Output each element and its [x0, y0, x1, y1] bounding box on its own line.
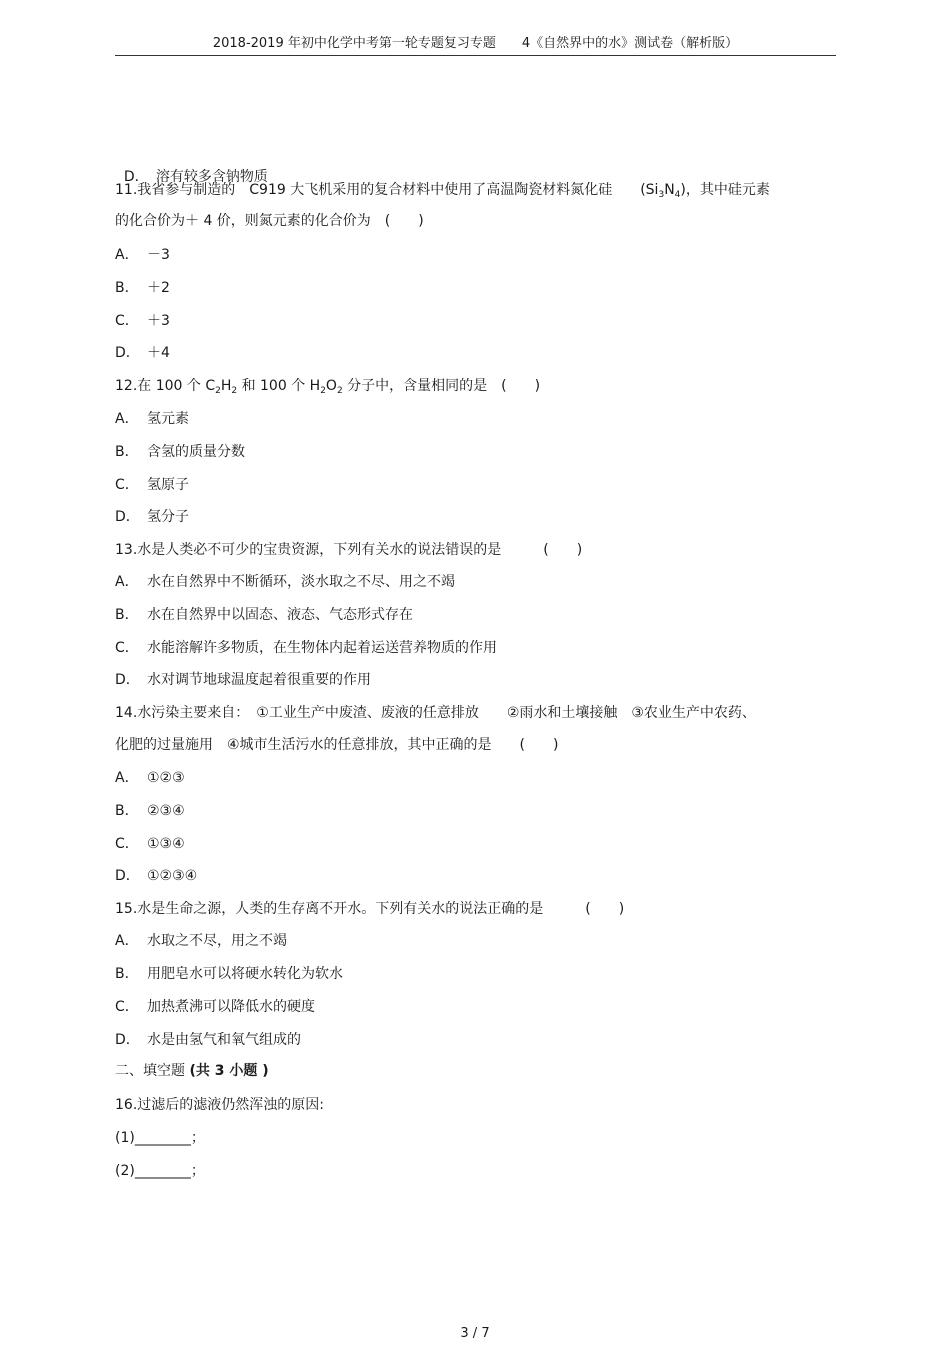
option-text: 氢元素: [147, 411, 189, 427]
q11-stem-line2: 的化合价为＋ 4 价，则氮元素的化合价为 ( ): [115, 213, 424, 229]
q12-option-c: [115, 475, 189, 495]
option-text: ①③④: [147, 836, 185, 852]
q14-option-a: [115, 768, 185, 788]
option-text: ＋2: [147, 280, 170, 296]
q11-stem-part: N: [664, 182, 675, 198]
option-letter: C．: [115, 836, 139, 852]
q13-option-b: [115, 605, 413, 625]
q14-option-d: [115, 866, 197, 886]
q11-stem-part: 11.我省参与制造的 C919 大飞机采用的复合材料中使用了高温陶瓷材料氮化硅 (Si: [115, 182, 659, 198]
q16-blank-2: (2)________；: [115, 1163, 205, 1179]
q14-stem-line1: 14.水污染主要来自： ①工业生产中废渣、废液的任意排放 ②雨水和土壤接触 ③农业生产中农药、: [115, 705, 756, 721]
q12-stem-part: H: [220, 378, 232, 394]
q11-option-a: [115, 245, 170, 265]
option-text: 水在自然界中以固态、液态、气态形式存在: [147, 607, 413, 623]
q14-option-c: [115, 834, 185, 854]
option-letter: A．: [115, 411, 139, 427]
q14-stem-line2: 化肥的过量施用 ④城市生活污水的任意排放，其中正确的是 ( ): [115, 737, 559, 753]
option-letter: B．: [115, 803, 139, 819]
subscript: 2: [215, 386, 221, 396]
section-heading: [115, 1061, 269, 1081]
option-letter: D．: [115, 345, 140, 361]
q12-stem: [115, 376, 540, 396]
option-letter: D．: [115, 672, 140, 688]
option-text: ＋4: [147, 345, 170, 361]
option-text: 水是由氢气和氧气组成的: [147, 1032, 301, 1048]
option-text: 水在自然界中不断循环，淡水取之不尽、用之不竭: [147, 574, 455, 590]
option-letter: C．: [115, 313, 139, 329]
q11-stem-line1: [115, 180, 770, 200]
option-text: 氢分子: [147, 509, 189, 525]
q12-stem-part: O: [325, 378, 337, 394]
option-letter: D．: [115, 509, 140, 525]
q12-option-b: [115, 442, 245, 462]
q15-option-d: [115, 1030, 301, 1050]
subscript: 3: [658, 190, 665, 200]
option-letter: D．: [123, 169, 149, 185]
option-letter: A．: [115, 933, 139, 949]
q11-stem-part: )，其中硅元素: [680, 182, 770, 198]
option-letter: B．: [115, 607, 139, 623]
q12-option-d: [115, 507, 189, 527]
q12-stem-part: 分子中，含量相同的是 ( ): [342, 378, 541, 394]
subscript: 2: [336, 386, 343, 396]
q12-stem-part: 和 100 个 H: [237, 378, 321, 394]
subscript: 2: [231, 386, 238, 396]
option-text: ①②③④: [147, 868, 198, 884]
option-text: 溶有较多含钠物质: [155, 169, 268, 185]
page-header: 2018-2019 年初中化学中考第一轮专题复习专题 4《自然界中的水》测试卷（解析版）: [115, 33, 836, 56]
option-text: 用肥皂水可以将硬水转化为软水: [147, 966, 343, 982]
q13-option-d: [115, 670, 371, 690]
q11-option-b: [115, 278, 170, 298]
option-text: ②③④: [147, 803, 185, 819]
option-letter: A．: [115, 574, 139, 590]
q14-option-b: [115, 801, 185, 821]
option-text: 水能溶解许多物质，在生物体内起着运送营养物质的作用: [147, 640, 497, 656]
option-letter: C．: [115, 477, 139, 493]
subscript: 2: [320, 386, 326, 396]
subscript: 4: [674, 190, 681, 200]
q12-option-a: [115, 409, 189, 429]
q13-option-c: [115, 638, 497, 658]
option-text: 含氢的质量分数: [147, 444, 245, 460]
option-letter: D．: [115, 868, 140, 884]
option-letter: D．: [115, 1032, 140, 1048]
option-letter: B．: [115, 444, 139, 460]
q15-option-b: [115, 964, 343, 984]
q13-option-a: [115, 572, 455, 592]
option-letter: C．: [115, 640, 139, 656]
option-text: 氢原子: [147, 477, 189, 493]
option-text: ①②③: [147, 770, 185, 786]
q16-blank-1: (1)________；: [115, 1130, 205, 1146]
option-text: 加热煮沸可以降低水的硬度: [147, 999, 315, 1015]
q15-stem: 15.水是生命之源，人类的生存离不开水。下列有关水的说法正确的是 ( ): [115, 901, 625, 917]
option-text: 水对调节地球温度起着很重要的作用: [147, 672, 371, 688]
q12-stem-part: 12.在 100 个 C: [115, 378, 216, 394]
option-letter: B．: [115, 280, 139, 296]
section-heading-count: (共 3 小题 ): [189, 1063, 269, 1079]
section-heading-prefix: 二、填空题: [115, 1063, 190, 1079]
q11-option-c: [115, 311, 170, 331]
q16-stem: 16.过滤后的滤液仍然浑浊的原因:: [115, 1097, 324, 1113]
q15-option-a: [115, 931, 287, 951]
option-letter: A．: [115, 247, 139, 263]
option-text: 水取之不尽，用之不竭: [147, 933, 287, 949]
option-text: －3: [147, 247, 170, 263]
option-letter: B．: [115, 966, 139, 982]
page-number: 3 / 7: [460, 1326, 490, 1341]
option-letter: A．: [115, 770, 139, 786]
q11-option-d: [115, 343, 170, 363]
option-text: ＋3: [147, 313, 170, 329]
q15-option-c: [115, 997, 315, 1017]
q13-stem: 13.水是人类必不可少的宝贵资源，下列有关水的说法错误的是 ( ): [115, 542, 583, 558]
option-letter: C．: [115, 999, 139, 1015]
